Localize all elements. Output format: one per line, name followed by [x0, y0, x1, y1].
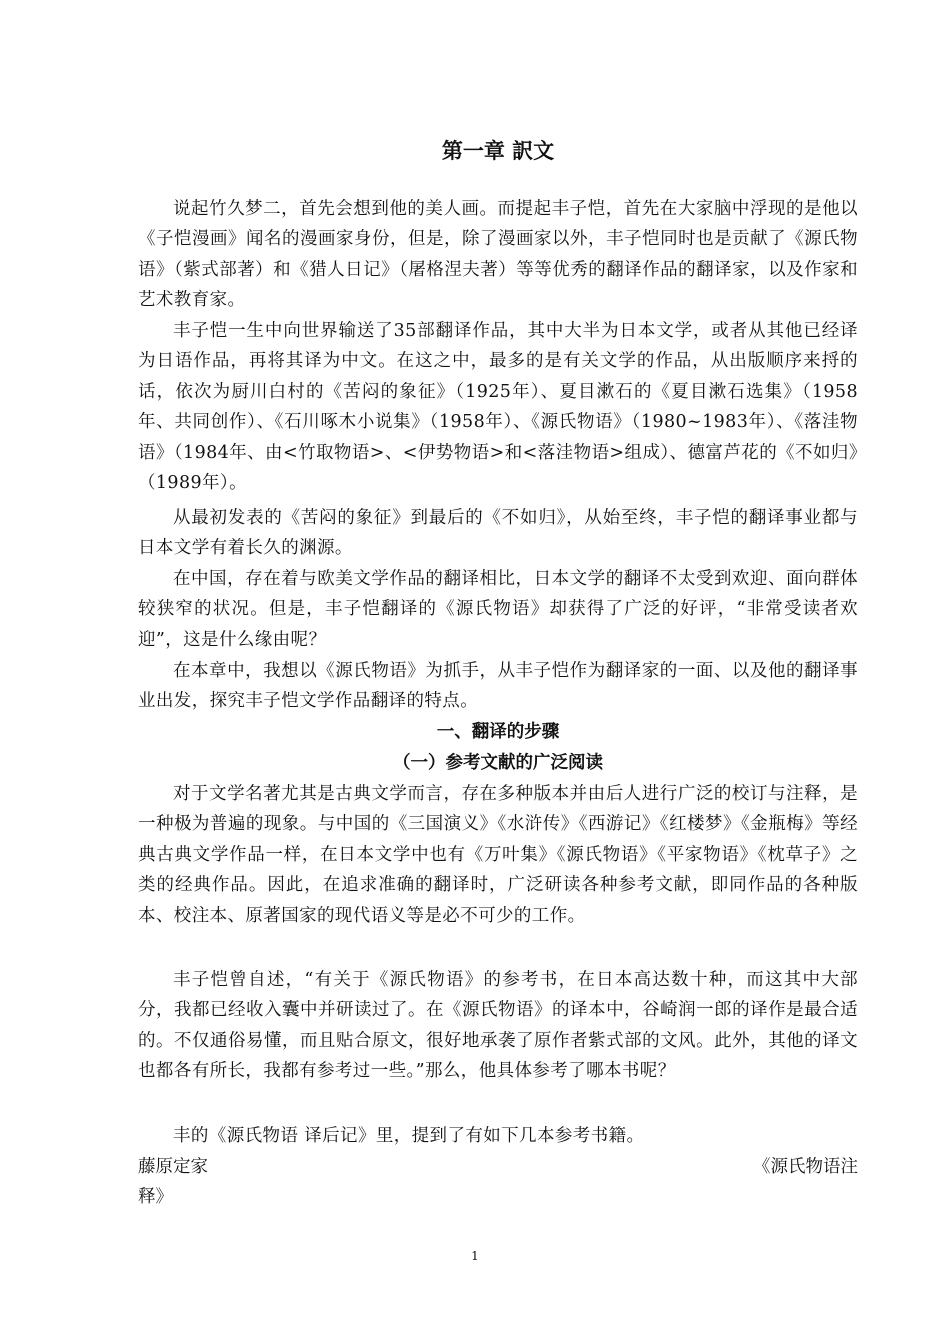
paragraph-6: 对于文学名著尤其是古典文学而言，存在多种版本并由后人进行广泛的校订与注释，是一种极为普遍的现象。与中国的《三国演义》《水浒传》《西游记》《红楼梦》《金瓶梅》等经典古典文学作品一样，在日本文学中也有《万叶集》《源氏物语》《平家物语》《枕草子》之类的经典作品。因此，在追求准确的翻译时，广泛研读各种参考文献，即同作品的各种版本、校注本、原著国家的现代语义等是必不可少的工作。 — [138, 784, 858, 926]
paragraph-5: 在本章中，我想以《源氏物语》为抓手，从丰子恺作为翻译家的一面、以及他的翻译事业出发，探究丰子恺文学作品翻译的特点。 — [138, 661, 858, 712]
paragraph-4: 在中国，存在着与欧美文学作品的翻译相比，日本文学的翻译不太受到欢迎、面向群体较狭窄的状况。但是，丰子恺翻译的《源氏物语》却获得了广泛的好评，“非常受读者欢迎”，这是什么缘由呢？ — [138, 569, 858, 650]
subsection-heading: （一）参考文献的广泛阅读 — [393, 753, 603, 773]
paragraph-8: 丰的《源氏物语 译后记》里，提到了有如下几本参考书籍。 — [173, 1126, 645, 1146]
reference-author: 藤原定家 — [138, 1157, 208, 1177]
chapter-title: 第一章 訳文 — [441, 139, 555, 163]
paragraph-2: 丰子恺一生中向世界输送了35部翻译作品，其中大半为日本文学，或者从其他已经译为日语作品，再将其译为中文。在这之中，最多的是有关文学的作品，从出版顺序来捋的话，依次为厨川白村的《苦闷的象征》（1925年）、夏目漱石的《夏目漱石选集》（1958年、共同创作）、《石川啄木小说集》（1958年）、《源氏物语》（1980~1983年）、《落洼物语》（1984年、由<竹取物语>、<伊势物语>和<落洼物语>组成）、德富芦花的《不如归》（1989年）。 — [138, 321, 858, 494]
paragraph-7: 丰子恺曾自述，“有关于《源氏物语》的参考书，在日本高达数十种，而这其中大部分，我都已经收入囊中并研读过了。在《源氏物语》的译本中，谷崎润一郎的译作是最合适的。不仅通俗易懂，而且贴合原文，很好地承袭了原作者紫式部的文风。此外，其他的译文也都各有所长，我都有参考过一些。”那么，他具体参考了哪本书呢？ — [138, 970, 858, 1082]
page-number: 1 — [471, 1249, 479, 1263]
reference-title-continued: 释》 — [138, 1187, 173, 1207]
paragraph-3: 从最初发表的《苦闷的象征》到最后的《不如归》，从始至终，丰子恺的翻译事业都与日本文学有着长久的渊源。 — [138, 508, 858, 559]
paragraph-1: 说起竹久梦二，首先会想到他的美人画。而提起丰子恺，首先在大家脑中浮现的是他以《子恺漫画》闻名的漫画家身份，但是，除了漫画家以外，丰子恺同时也是贡献了《源氏物语》（紫式部著）和《猎人日记》（屠格涅夫著）等等优秀的翻译作品的翻译家，以及作家和艺术教育家。 — [138, 199, 858, 311]
reference-title: 《源氏物语注 — [753, 1157, 858, 1177]
section-heading: 一、翻译的步骤 — [436, 722, 560, 742]
